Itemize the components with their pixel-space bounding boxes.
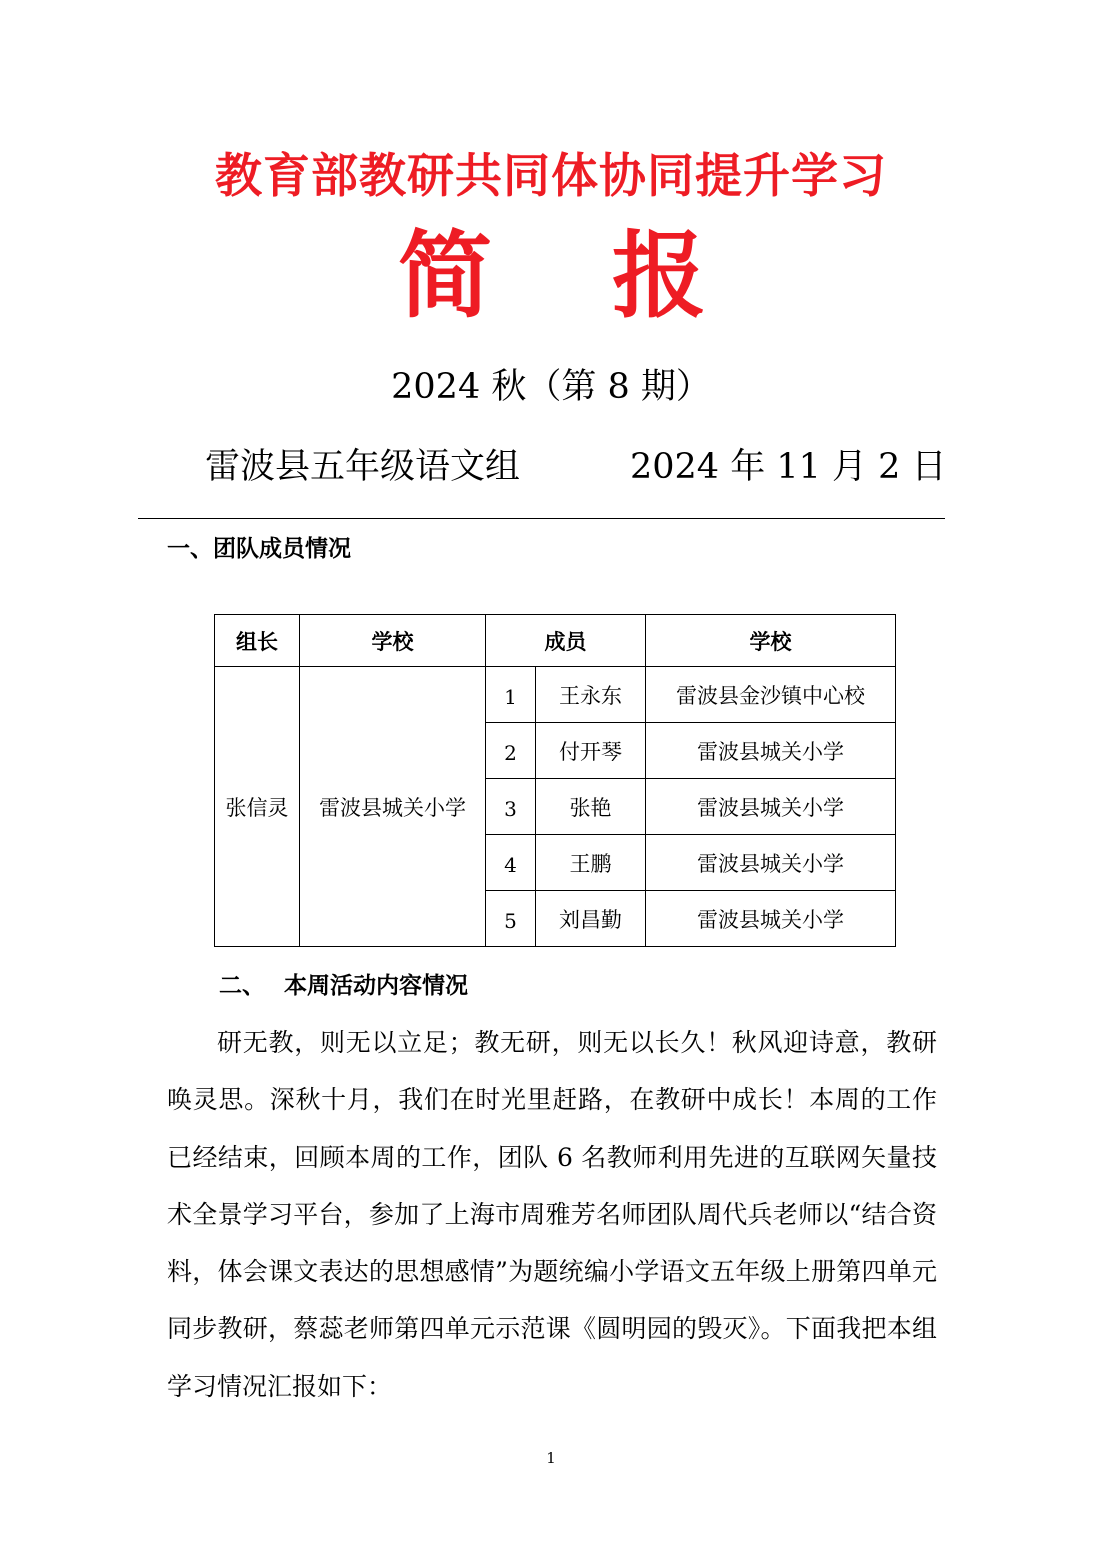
- member-index: 3: [486, 779, 536, 835]
- members-table: [214, 614, 896, 947]
- member-name: 王鹏: [536, 835, 646, 891]
- issue-number: 2024 秋（第 8 期）: [391, 367, 711, 407]
- member-name: 王永东: [536, 667, 646, 723]
- doc-type-bao: 报: [612, 222, 707, 331]
- header-leader: 组长: [215, 615, 300, 667]
- leader-school: 雷波县城关小学: [300, 667, 486, 947]
- member-school: 雷波县城关小学: [646, 779, 896, 835]
- section2-number: 二、: [219, 973, 265, 999]
- member-school: 雷波县金沙镇中心校: [646, 667, 896, 723]
- member-index: 1: [486, 667, 536, 723]
- header-divider: [138, 518, 945, 519]
- report-date: 2024 年 11 月 2 日: [630, 447, 947, 487]
- table-row: [215, 667, 896, 723]
- activity-paragraph: 研无教，则无以立足；教无研，则无以长久！秋风迎诗意，教研唤灵思。深秋十月，我们在时光里赶路，在教研中成长！本周的工作已经结束，回顾本周的工作，团队 6 名教师利用先进的互联网矢量技术全景学习平台，参加了上海市周雅芳名师团队周代兵老师以“结合资料，体会课文表达的思想感情”为题统编小学语文五年级上册第四单元同步教研，蔡蕊老师第四单元示范课《圆明园的毁灭》。下面我把本组学习情况汇报如下：: [167, 1028, 937, 1401]
- member-name: 张艳: [536, 779, 646, 835]
- doc-type-jian: 简: [398, 222, 493, 331]
- member-name: 刘昌勤: [536, 891, 646, 947]
- header-member-school: 学校: [646, 615, 896, 667]
- table-header-row: [215, 615, 896, 667]
- page-number: 1: [546, 1449, 556, 1467]
- member-school: 雷波县城关小学: [646, 891, 896, 947]
- leader-name: 张信灵: [215, 667, 300, 947]
- member-name: 付开琴: [536, 723, 646, 779]
- section1-heading: 一、团队成员情况: [167, 536, 351, 562]
- group-name: 雷波县五年级语文组: [205, 447, 521, 487]
- header-member: 成员: [486, 615, 646, 667]
- header-leader-school: 学校: [300, 615, 486, 667]
- section2-heading: 本周活动内容情况: [284, 973, 468, 999]
- member-school: 雷波县城关小学: [646, 723, 896, 779]
- document-title: 教育部教研共同体协同提升学习: [215, 149, 887, 204]
- member-index: 5: [486, 891, 536, 947]
- member-index: 2: [486, 723, 536, 779]
- member-school: 雷波县城关小学: [646, 835, 896, 891]
- member-index: 4: [486, 835, 536, 891]
